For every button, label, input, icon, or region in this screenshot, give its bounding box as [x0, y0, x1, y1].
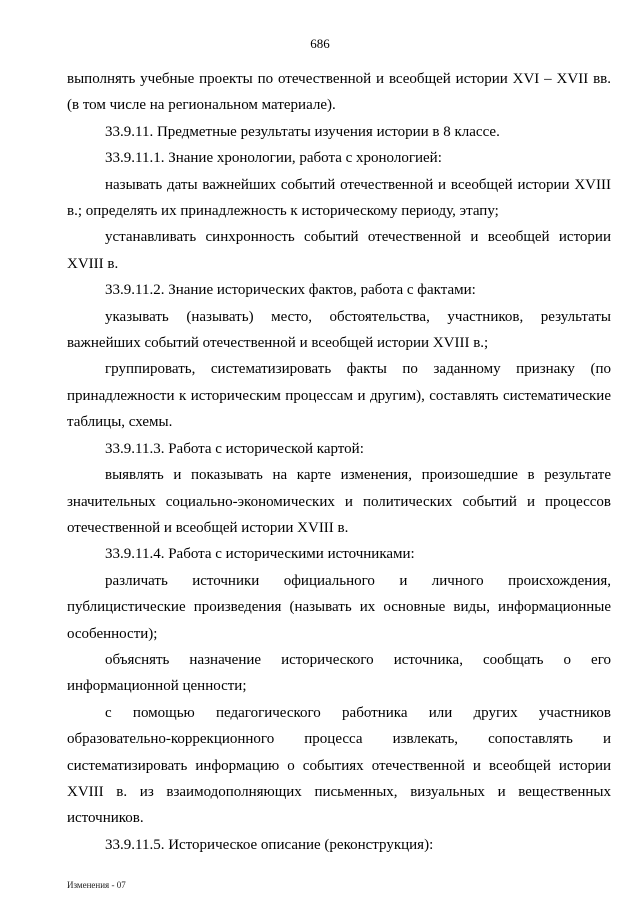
- paragraph: выявлять и показывать на карте изменения, произошедшие в результате значительных социально-экономических и политических событий и процессов отечественной и всеобщей истории XVIII в.: [67, 467, 611, 536]
- paragraph: группировать, систематизировать факты по заданному признаку (по принадлежности к историческим процессам и другим), составлять систематические таблицы, схемы.: [67, 361, 611, 431]
- paragraph: выполнять учебные проекты по отечественной и всеобщей истории XVI – XVII вв. (в том числе на региональном материале).: [67, 71, 611, 114]
- paragraph: устанавливать синхронность событий отечественной и всеобщей истории XVIII в.: [67, 229, 611, 272]
- paragraph: различать источники официального и личного происхождения, публицистические произведения (называть их основные виды, информационные особенности);: [67, 572, 611, 642]
- paragraph: 33.9.11.4. Работа с историческими источниками:: [105, 546, 415, 563]
- document-body: [67, 66, 611, 858]
- paragraph: указывать (называть) место, обстоятельства, участников, результаты важнейших событий отечественной и всеобщей истории XVIII в.;: [67, 308, 611, 352]
- paragraph: 33.9.11. Предметные результаты изучения истории в 8 классе.: [105, 123, 500, 140]
- paragraph: с помощью педагогического работника или других участников образовательно-коррекционного процесса извлекать, сопоставлять и систематизировать информацию о событиях отечественной и всеобщей истории XVIII в. из взаимодополняющих письменных, визуальных и вещественных источников.: [67, 704, 611, 827]
- paragraph: объяснять назначение исторического источника, сообщать о его информационной ценности;: [67, 651, 611, 695]
- paragraph: 33.9.11.3. Работа с исторической картой:: [105, 440, 364, 457]
- paragraph: называть даты важнейших событий отечественной и всеобщей истории XVIII в.; определять их принадлежность к историческому периоду, этапу;: [67, 176, 611, 220]
- paragraph: 33.9.11.5. Историческое описание (реконструкция):: [105, 836, 434, 853]
- page-number: 686: [310, 36, 330, 51]
- paragraph: 33.9.11.2. Знание исторических фактов, работа с фактами:: [105, 282, 476, 299]
- footer-note: Изменения - 07: [67, 880, 126, 890]
- paragraph: 33.9.11.1. Знание хронологии, работа с хронологией:: [105, 150, 442, 167]
